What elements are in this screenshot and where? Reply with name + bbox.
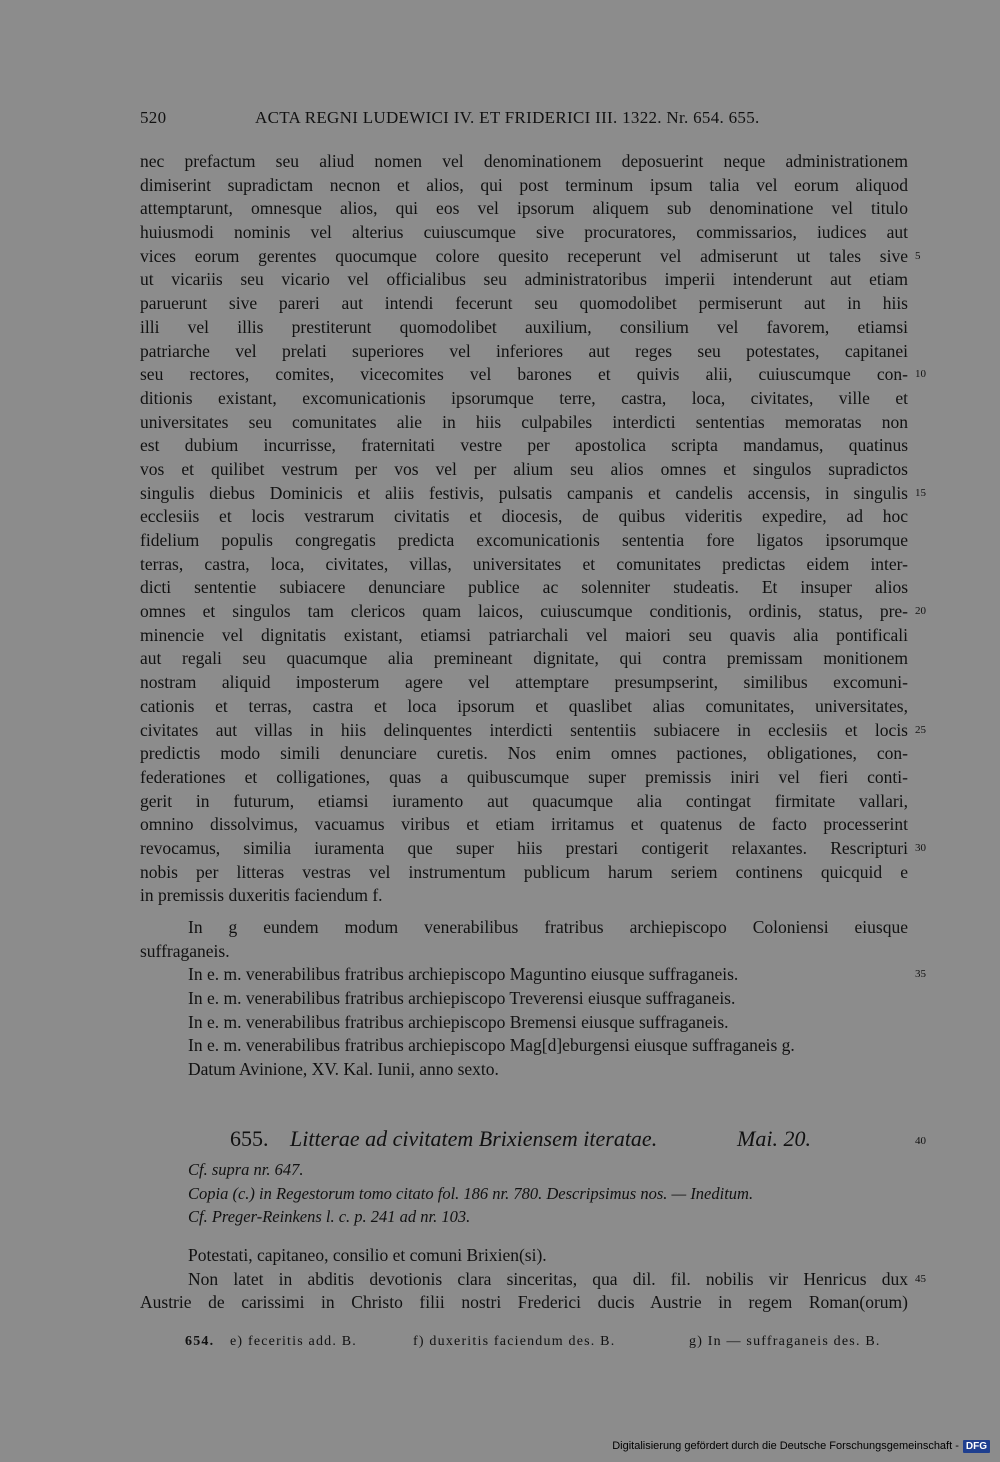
line-number: 35: [915, 968, 926, 981]
text-line: [140, 268, 910, 292]
running-head: ACTA REGNI LUDEWICI IV. ET FRIDERICI III. 1322. Nr. 654. 655.: [255, 108, 760, 127]
text-line: [140, 576, 910, 600]
footnote-g: g) In — suffraganeis des. B.: [689, 1334, 881, 1349]
text-line: [140, 316, 910, 340]
line-number: 15: [915, 486, 926, 499]
line-text: illi vel illis prestiterunt quomodolibet auxilium, consilium vel favorem, etiamsi: [140, 316, 908, 337]
line-text: huiusmodi nominis vel alterius cuiuscumque sive procuratores, commissarios, iudices aut: [140, 222, 908, 243]
line-number: 5: [915, 249, 921, 262]
line-text: In g eundem modum venerabilibus fratribus archiepiscopo Coloniensi eiusque: [188, 917, 908, 937]
line-number: 30: [915, 841, 926, 854]
line-text: revocamus, similia iuramenta que super hiis prestari contigerit relaxantes. Rescripturi: [140, 837, 908, 858]
text-line: [140, 1291, 910, 1315]
line-text: est dubium incurrisse, fraternitati vestre per apostolica scripta mandamus, quatinus: [140, 435, 908, 456]
line-text: vos et quilibet vestrum per vos vel per alium seu alios omnes et singulos supradictos: [140, 458, 908, 479]
line-text: fidelium populis congregatis predicta excomunicationis sententia fore ligatos ipsorumque: [140, 530, 908, 550]
line-text: singulis diebus Dominicis et aliis festivis, pulsatis campanis et candelis accensis, in singulis: [140, 482, 908, 503]
salutation-line: [140, 963, 926, 987]
text-line: [140, 174, 910, 198]
line-text: terras, castra, loca, civitates, villas, universitates et comunitates predictas eidem inter-: [140, 553, 908, 574]
line-text: In e. m. venerabilibus fratribus archiepiscopo Treverensi eiusque suffraganeis.: [188, 988, 736, 1009]
footnotes: [185, 1334, 910, 1358]
main-text: [140, 150, 926, 1082]
line-text: attemptarunt, omnesque alios, qui eos vel ipsorum aliquem sub denominatione vel titulo: [140, 198, 908, 219]
note-line: Cf. supra nr. 647.: [188, 1160, 304, 1179]
line-text: seu rectores, comites, vicecomites vel barones et quivis alii, cuiuscumque con-: [140, 364, 908, 385]
line-text: suffraganeis.: [140, 940, 230, 961]
salutation-line: [140, 1011, 910, 1035]
text-line: [140, 197, 910, 221]
document-heading-655: [140, 1126, 926, 1160]
text-line: [140, 553, 910, 577]
line-number: 40: [915, 1135, 926, 1147]
document-date: Mai. 20.: [737, 1126, 811, 1151]
line-number: 25: [915, 723, 926, 736]
line-number: 10: [915, 368, 926, 381]
text-line: [140, 624, 910, 648]
line-text: aut regali seu quacumque alia premineant dignitate, qui contra premissam monitionem: [140, 648, 908, 669]
funding-credit: [612, 1438, 990, 1454]
credit-text: Digitalisierung gefördert durch die Deutsche Forschungsgemeinschaft -: [612, 1440, 959, 1452]
text-line: [140, 1244, 910, 1268]
footnote-e: e) feceritis add. B.: [230, 1334, 358, 1349]
text-line: [140, 719, 926, 743]
text-line: [140, 884, 910, 908]
note-line: Copia (c.) in Regestorum tomo citato fol. 186 nr. 780. Descripsimus nos. — Ineditum.: [188, 1183, 754, 1203]
line-text: nobis per litteras vestras vel instrumentum publicum harum seriem continens quicquid e: [140, 861, 908, 882]
line-text: nec prefactum seu aliud nomen vel denominationem deposuerint neque administrationem: [140, 151, 908, 171]
line-number: 45: [915, 1272, 926, 1285]
line-text: nostram aliquid imposterum agere vel attemptare presumpserint, similibus excomuni-: [140, 672, 908, 693]
text-line: [140, 340, 910, 364]
text-line: [140, 766, 910, 790]
page-number: 520: [140, 108, 167, 127]
document-655-text: [140, 1244, 926, 1315]
paragraph-gap: [140, 908, 910, 916]
text-line: [140, 221, 910, 245]
note-line: Cf. Preger-Reinkens l. c. p. 241 ad nr. 103.: [188, 1207, 471, 1227]
line-text: In e. m. venerabilibus fratribus archiepiscopo Maguntino eiusque suffraganeis.: [188, 964, 739, 985]
line-text: ut vicariis seu vicario vel officialibus seu administratoribus imperii intenderunt aut etiam: [140, 269, 908, 290]
text-line: [140, 671, 910, 695]
document-number: 655.: [230, 1126, 269, 1151]
text-line: [140, 458, 910, 482]
line-text: Potestati, capitaneo, consilio et comuni Brixien(si).: [188, 1245, 547, 1265]
line-number: 20: [915, 605, 926, 618]
document-title: Litterae ad civitatem Brixiensem iteratae.: [290, 1126, 658, 1151]
line-text: paruerunt sive pareri aut intendi fecerunt seu quomodolibet permiserunt aut in hiis: [140, 293, 908, 314]
line-text: In e. m. venerabilibus fratribus archiepiscopo Bremensi eiusque suffraganeis.: [188, 1011, 729, 1032]
salutation-line: [140, 916, 910, 940]
line-text: omnino dissolvimus, vacuamus viribus et etiam irritamus et quatenus de facto processerint: [140, 814, 908, 835]
text-line: [140, 1268, 926, 1292]
text-line: [140, 790, 910, 814]
text-line: [140, 150, 910, 174]
text-line: [140, 387, 910, 411]
text-line: [140, 529, 910, 553]
text-line: [140, 434, 910, 458]
text-line: [140, 363, 926, 387]
line-text: in premissis duxeritis faciendum f.: [140, 885, 383, 906]
text-line: [140, 292, 910, 316]
footnote-f: f) duxeritis faciendum des. B.: [413, 1334, 616, 1349]
line-text: universitates seu comunitates alie in hiis culpabiles interdicti sententias memoratas non: [140, 411, 908, 432]
line-text: minencie vel dignitatis existant, etiamsi patriarchali vel maiori seu quavis alia pontificali: [140, 624, 908, 645]
line-text: gerit in futurum, etiamsi iuramento aut quacumque alia contingat firmitate vallari,: [140, 790, 908, 811]
text-line: [140, 600, 926, 624]
editorial-notes: [188, 1158, 910, 1229]
line-text: dicti sententie subiacere denunciare publice ac solenniter studeatis. Et insuper alios: [140, 577, 908, 598]
text-line: [140, 837, 926, 861]
text-line: [140, 411, 910, 435]
line-text: ecclesiis et locis vestrarum civitatis et diocesis, de quibus videritis expedire, ad hoc: [140, 506, 908, 527]
line-text: Non latet in abditis devotionis clara sinceritas, qua dil. fil. nobilis vir Henricus dux: [188, 1268, 908, 1289]
line-text: cationis et terras, castra et loca ipsorum et quaslibet alias comunitates, universitates,: [140, 695, 908, 716]
line-text: patriarche vel prelati superiores vel inferiores aut reges seu potestates, capitanei: [140, 340, 908, 361]
line-text: vices eorum gerentes quocumque colore quesito receperunt vel admiserunt ut tales sive: [140, 245, 908, 266]
line-text: In e. m. venerabilibus fratribus archiepiscopo Mag[d]eburgensi eiusque suffraganeis g.: [188, 1035, 795, 1056]
text-line: [140, 482, 926, 506]
salutation-line: [140, 1058, 910, 1082]
salutation-line: [140, 940, 910, 964]
text-line: [140, 861, 910, 885]
running-header: [140, 108, 910, 136]
salutation-line: [140, 1034, 910, 1058]
line-text: predictis modo simili denunciare curetis. Nos enim omnes pactiones, obligationes, con-: [140, 743, 908, 764]
text-line: [140, 505, 910, 529]
line-text: dimiserint supradictam necnon et alios, qui post terminum ipsum talia vel eorum aliquod: [140, 174, 908, 195]
line-text: ditionis existant, excomunicationis ipsorumque terre, castra, loca, civitates, ville et: [140, 387, 908, 408]
text-line: [140, 245, 921, 269]
line-text: Austrie de carissimi in Christo filii nostri Frederici ducis Austrie in regem Roman(orum): [140, 1292, 908, 1313]
text-line: [140, 742, 910, 766]
line-text: Datum Avinione, XV. Kal. Iunii, anno sexto.: [188, 1059, 499, 1080]
dfg-logo: DFG: [963, 1440, 990, 1453]
line-text: civitates aut villas in hiis delinquentes interdicti sententiis subiacere in ecclesiis et locis: [140, 719, 908, 740]
text-line: [140, 647, 910, 671]
text-line: [140, 695, 910, 719]
line-text: omnes et singulos tam clericos quam laicos, cuiuscumque conditionis, ordinis, status, pre-: [140, 601, 908, 622]
line-text: federationes et colligationes, quas a quibuscumque super premissis iniri vel fieri conti-: [140, 766, 908, 787]
text-line: [140, 813, 910, 837]
salutation-line: [140, 987, 910, 1011]
footnote-label: 654.: [185, 1334, 215, 1349]
